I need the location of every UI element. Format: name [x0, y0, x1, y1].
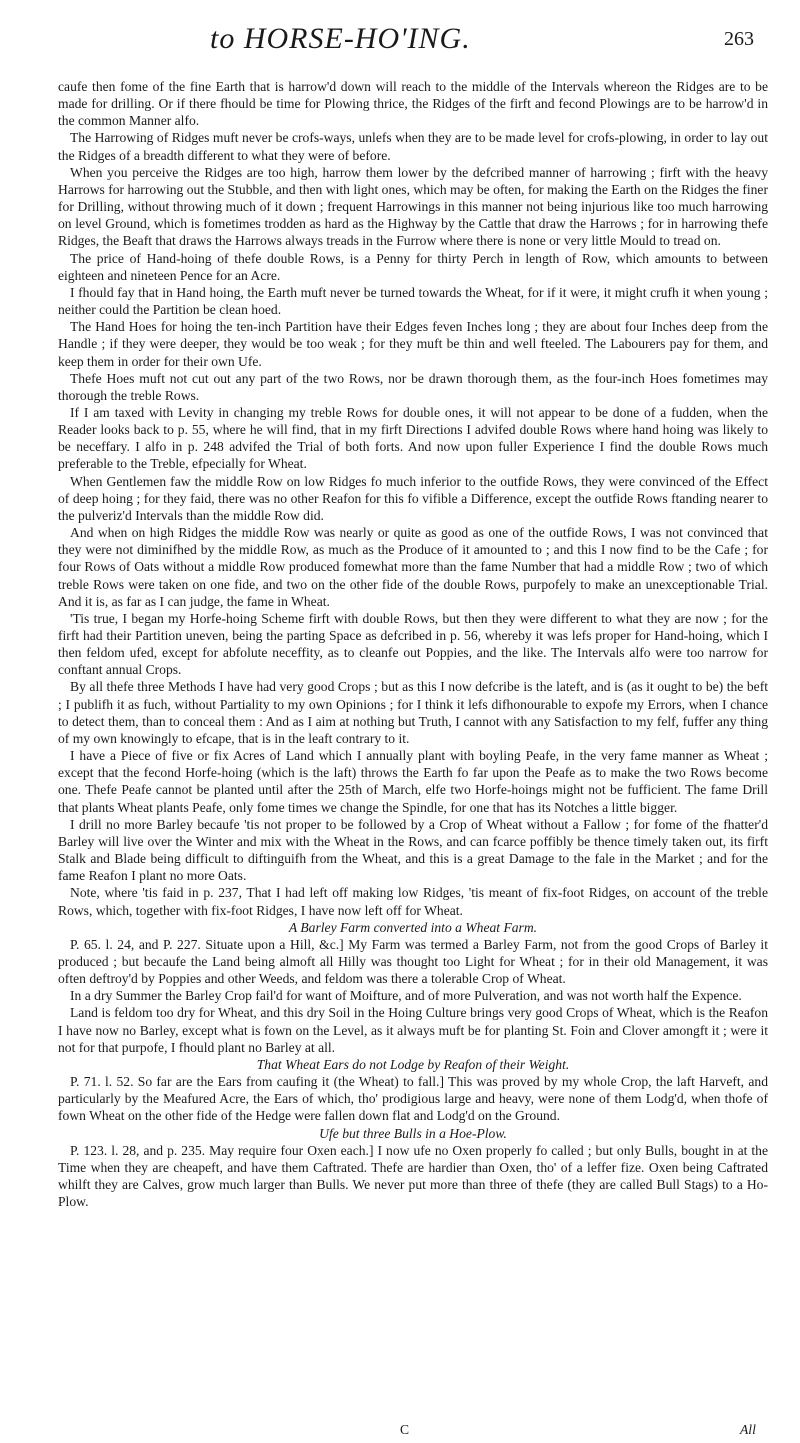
paragraph: Thefe Hoes muft not cut out any part of the two Rows, nor be drawn thorough them, as the four-inch Hoes fometimes may thorough the treble Rows. — [58, 370, 768, 403]
paragraph: When Gentlemen faw the middle Row on low Ridges fo much inferior to the outfide Rows, they were convinced of the Effect of deep hoing ; for they faid, there was no other Reafon for this fo vifible a Difference, except the outfide Rows ftanding nearer to the pulveriz'd Intervals than the middle Row did. — [58, 473, 768, 523]
catchword: All — [740, 1422, 756, 1437]
paragraph: Land is feldom too dry for Wheat, and this dry Soil in the Hoing Culture brings very good Crops of Wheat, which is the Reafon I have now no Barley, except what is fown on the Level, as it always muft be for planting St. Foin and Clover amongft it ; were it not for that purpofe, I fhould plant no Barley at all. — [58, 1005, 768, 1055]
paragraph: The price of Hand-hoing of thefe double Rows, is a Penny for thirty Perch in length of Row, which amounts to between eighteen and nineteen Pence for an Acre. — [58, 250, 768, 283]
paragraph: P. 71. l. 52. So far are the Ears from caufing it (the Wheat) to fall.] This was proved by my whole Crop, the laft Harveft, and particularly by the Meafured Acre, the Ears of which, tho' prodigious large and heavy, were none of them Lodg'd, when thofe of fown Wheat on the other fide of the Hedge were fallen down flat and Lodg'd on the Ground. — [58, 1074, 768, 1124]
paragraph: The Hand Hoes for hoing the ten-inch Partition have their Edges feven Inches long ; they are about four Inches deep from the Handle ; if they were deeper, they would be too weak ; for they muft be thin and well fteeled. The Labourers pay for them, and keep them in order for their own Ufe. — [58, 319, 768, 369]
section-heading: A Barley Farm converted into a Wheat Farm. — [288, 919, 538, 935]
paragraph: I fhould fay that in Hand hoing, the Earth muft never be turned towards the Wheat, for if it were, it might crufh it when young ; neither could the Partition be clean hoed. — [58, 284, 768, 318]
signature-mark: C — [400, 1422, 410, 1437]
body-text — [58, 78, 768, 1210]
paragraph: Note, where 'tis faid in p. 237, That I had left off making low Ridges, 'tis meant of fix-foot Ridges, on account of the treble Rows, which, together with fix-foot Ridges, I have now left off for Wheat. — [58, 885, 768, 918]
paragraph: And when on high Ridges the middle Row was nearly or quite as good as one of the outfide Rows, I was not convinced that they were not diminifhed by the middle Row, as much as the Produce of it amounted to ; and this I now find to be the Cafe ; for four Rows of Oats without a middle Row produced fomewhat more than the fame Number that had a middle Row ; two of which treble Rows were taken on one fide, and two on the other fide of the double Rows, purpofely to make an unexceptionable Trial. And it is, as far as I can judge, the fame in Wheat. — [58, 525, 768, 609]
paragraph: 'Tis true, I began my Horfe-hoing Scheme firft with double Rows, but then they were different to what they are now ; for the firft had their Partition uneven, being the parting Space as defcribed in p. 56, whereby it was lefs proper for Hand-hoing, which I then feldom ufed, except for abfolute neceffity, as to cleanfe out Poppies, and the like. The Intervals alfo were too narrow for conftant annual Crops. — [58, 610, 768, 678]
paragraph: P. 123. l. 28, and p. 235. May require four Oxen each.] I now ufe no Oxen properly fo called ; but only Bulls, bought in at the Time when they are cheapeft, and have them Caftrated. Thefe are hardier than Oxen, tho' of a leffer fize. Oxen being Caftrated whilft they are Calves, grow much larger than Bulls. We never put more than three of thefe (they are called Bull Stags) to a Ho-Plow. — [58, 1142, 768, 1210]
paragraph: P. 65. l. 24, and P. 227. Situate upon a Hill, &c.] My Farm was termed a Barley Farm, not from the good Crops of Barley it produced ; but becaufe the Land being almoft all Hilly was thought too Light for Wheat ; for in their old Management, it was often deftroy'd by Poppies and other Weeds, and feldom was there a tolerable Crop of Wheat. — [58, 936, 768, 987]
page-footer — [0, 1422, 800, 1440]
paragraph: In a dry Summer the Barley Crop fail'd for want of Moifture, and of more Pulveration, and was not worth half the Expence. — [70, 988, 742, 1004]
section-heading: Ufe but three Bulls in a Hoe-Plow. — [319, 1125, 507, 1141]
paragraph: If I am taxed with Levity in changing my treble Rows for double ones, it will not appear to be done of a fudden, when the Reader looks back to p. 55, where he will find, that in my firft Directions I advifed double Rows where hand hoing was likely to be neceffary. I alfo in p. 248 advifed the Trial of both forts. And now upon fuller Experience I find the double Rows much preferable to the Treble, efpecially for Wheat. — [58, 404, 768, 472]
paragraph: I drill no more Barley becaufe 'tis not proper to be followed by a Crop of Wheat without a Fallow ; for fome of the fhatter'd Barley will live over the Winter and mix with the Wheat in the Rows, and can fcarce poffibly be thence timely taken out, its firft Stalk and Blade being difficult to diftinguifh from the Wheat, and this is a great Damage to the fale in the Market ; and for the fame Reafon I plant no more Oats. — [58, 816, 768, 884]
paragraph: By all thefe three Methods I have had very good Crops ; but as this I now defcribe is the lateft, and is (as it ought to be) the beft ; I publifh it as fuch, without Partiality to my own Opinions ; for I think it lefs difhonourable to expofe my Errors, when I chance to detect them, than to conceal them : And as I aim at nothing but Truth, I cannot with any Satisfaction to my felf, fuffer any thing of my own knowingly to efcape, that is in the leaft contrary to it. — [58, 679, 768, 746]
paragraph: caufe then fome of the fine Earth that is harrow'd down will reach to the middle of the Intervals whereon the Ridges are to be made for drilling. Or if there fhould be time for Plowing thrice, the Ridges of the firft and fecond Plowings are to be harrow'd in the common Manner alfo. — [58, 79, 768, 129]
page-number: 263 — [724, 28, 754, 50]
paragraph: The Harrowing of Ridges muft never be crofs-ways, unlefs when they are to be made level for crofs-plowing, in order to lay out the Ridges of a breadth different to what they were of before. — [58, 130, 768, 163]
section-heading: That Wheat Ears do not Lodge by Reafon of their Weight. — [256, 1056, 570, 1072]
paragraph: When you perceive the Ridges are too high, harrow them lower by the defcribed manner of harrowing ; firft with the heavy Harrows for harrowing out the Stubble, and then with light ones, which may be often, for making the Earth on the Ridges the finer for Drilling, without throwing much of it down ; frequent Harrowings in this manner not being injurious like too much harrowing on level Ground, which is fometimes trodden as hard as the Highway by the Cattle that draw the Harrows ; for in harrowing thefe Ridges, the Beaft that draws the Harrows always treads in the Furrow where there is none or very little Mould to tread on. — [58, 164, 768, 249]
page-header — [0, 22, 800, 72]
paragraph: I have a Piece of five or fix Acres of Land which I annually plant with boyling Peafe, in the very fame manner as Wheat ; except that the fecond Horfe-hoing (which is the laft) throws the Earth fo far upon the Peafe as to make the two Rows become one. Thefe Peafe cannot be planted until after the 25th of March, elfe two Horfe-hoings might not be fufficient. The fame Drill that plants Wheat plants Peafe, only fome times we change the Spindle, for one that has its Notches a little bigger. — [58, 748, 768, 815]
running-title: to HORSE-HO'ING. — [210, 22, 471, 55]
